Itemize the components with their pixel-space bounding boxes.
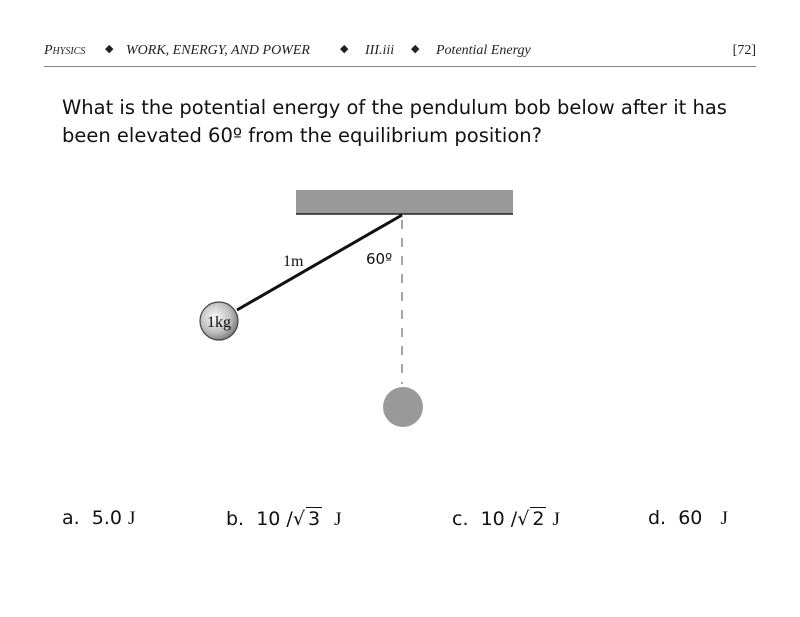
equilibrium-bob [383,387,423,427]
answer-letter: a. [62,507,80,529]
answer-unit: J [552,509,560,530]
page-number: [72] [732,43,756,58]
answer-unit: J [128,508,136,529]
sqrt-icon: √ [292,508,305,530]
answer-d[interactable] [648,507,728,530]
header-subject: Physics [44,43,86,58]
bullet-icon: ◆ [105,42,114,55]
answer-a[interactable] [62,507,135,530]
answer-b[interactable] [226,507,342,531]
answer-letter: d. [648,507,667,529]
answer-letter: c. [452,508,469,530]
answer-unit: J [720,508,728,529]
answer-c[interactable] [452,507,560,531]
answer-radicand: 2 [532,508,545,530]
angle-label: 60º [366,250,393,268]
header-subtopic: Potential Energy [436,43,531,58]
answer-value: 10 / [256,508,293,530]
ceiling [296,190,513,214]
answer-value: 60 [678,507,703,529]
header-section: III.iii [365,43,395,58]
answer-value: 10 / [480,508,518,530]
answer-value: 5.0 [91,507,122,529]
mass-label: 1kg [207,314,231,331]
answer-radicand: 3 [307,508,321,530]
header-topic: WORK, ENERGY, AND POWER [126,43,310,58]
answer-unit: J [334,509,342,530]
bullet-icon: ◆ [340,42,349,55]
question-text: What is the potential energy of the pendulum bob below after it has been elevated 60º from the equilibrium position? [62,96,727,147]
bullet-icon: ◆ [411,42,420,55]
length-label: 1m [283,253,304,270]
sqrt-icon: √ [517,508,530,530]
answer-letter: b. [226,508,245,530]
